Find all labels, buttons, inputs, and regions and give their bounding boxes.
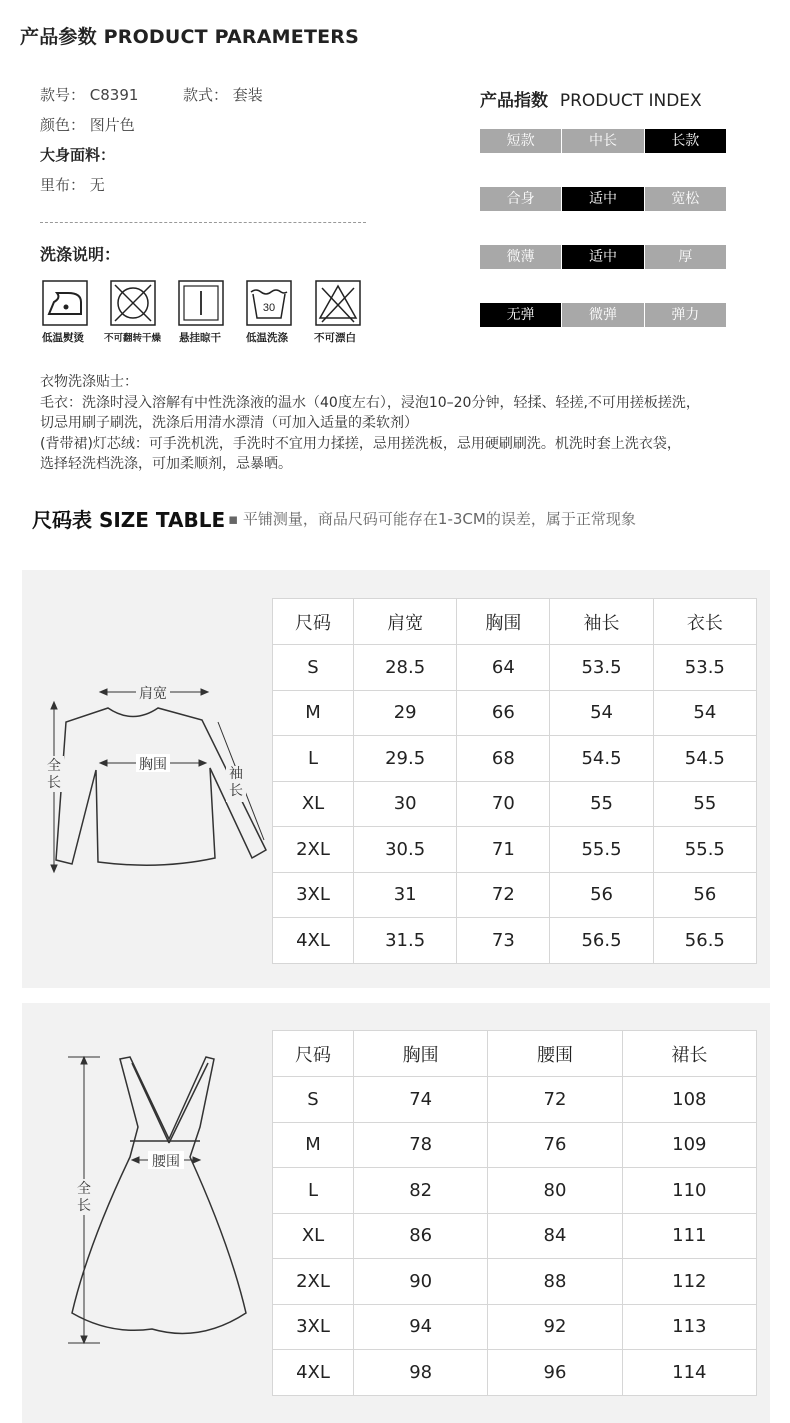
table-cell: M: [273, 1122, 354, 1168]
index-cell-selected: 长款: [645, 129, 726, 153]
table-header-cell: 尺码: [273, 1031, 354, 1077]
table-cell: 108: [622, 1077, 756, 1123]
care-note-line: 选择轻洗档洗涤，可加柔顺剂，忌暴晒。: [40, 456, 292, 472]
table-header-cell: 袖长: [550, 599, 653, 645]
care-label-hang: 悬挂晾干: [179, 332, 221, 344]
care-note-line: (背带裙)灯芯绒：可手洗机洗，手洗时不宜用力揉搓，忌用搓洗板，忌用硬刷刷洗。机洗时套上洗衣袋，: [40, 435, 681, 452]
table-cell: 30: [354, 781, 457, 827]
waist-label: 腰围: [152, 1154, 180, 1170]
table-header-cell: 肩宽: [354, 599, 457, 645]
length-label-top: [47, 758, 61, 791]
table-cell: 66: [457, 690, 550, 736]
table-header-cell: 胸围: [354, 1031, 488, 1077]
index-cell-selected: 适中: [562, 245, 644, 269]
no-tumble-dry-icon: [110, 280, 156, 326]
param-style: 款式： 套装: [183, 86, 263, 104]
table-header-row: [273, 599, 757, 645]
length-label-char: 长: [47, 775, 61, 791]
no-bleach-icon: [315, 280, 361, 326]
care-label-no-tumble: 不可翻转干燥: [104, 333, 162, 344]
table-cell: 84: [488, 1213, 622, 1259]
table-cell: 56.5: [550, 918, 653, 964]
table-cell: L: [273, 1168, 354, 1214]
table-row: [273, 1213, 757, 1259]
table-header-cell: 胸围: [457, 599, 550, 645]
table-cell: 53.5: [550, 645, 653, 691]
index-title-en: PRODUCT INDEX: [559, 91, 702, 111]
table-cell: 90: [354, 1259, 488, 1305]
care-notes: [40, 372, 790, 475]
sleeve-label: [229, 766, 243, 799]
param-color: 颜色： 图片色: [40, 116, 135, 134]
table-row: [273, 736, 757, 782]
table-cell: 73: [457, 918, 550, 964]
table-cell: 64: [457, 645, 550, 691]
table-row: [273, 918, 757, 964]
table-cell: 54.5: [550, 736, 653, 782]
size-table-note: ▪ 平铺测量，商品尺码可能存在1-3CM的误差，属于正常现象: [228, 510, 636, 528]
table-cell: 111: [622, 1213, 756, 1259]
table-cell: S: [273, 1077, 354, 1123]
table-cell: 70: [457, 781, 550, 827]
index-cell: 厚: [645, 245, 726, 269]
wash-30-icon: [246, 280, 292, 326]
table-header-row: [273, 1031, 757, 1077]
index-cell-selected: 适中: [562, 187, 644, 211]
table-header-cell: 衣长: [653, 599, 756, 645]
table-cell: 4XL: [273, 918, 354, 964]
table-cell: 88: [488, 1259, 622, 1305]
table-cell: 72: [457, 872, 550, 918]
table-row: [273, 1077, 757, 1123]
index-cell: 弹力: [645, 303, 726, 327]
sleeve-label-char: 长: [229, 783, 243, 799]
table-cell: 92: [488, 1304, 622, 1350]
table-cell: 54: [653, 690, 756, 736]
index-cell: 合身: [480, 187, 562, 211]
table-cell: 30.5: [354, 827, 457, 873]
sleeve-label-char: 袖: [229, 766, 243, 782]
top-size-table: [272, 598, 757, 964]
page-title: 产品参数 PRODUCT PARAMETERS: [20, 26, 360, 48]
index-row-thickness: [480, 245, 726, 269]
length-label-char: 全: [47, 758, 61, 774]
index-cell: 微薄: [480, 245, 562, 269]
index-cell: 宽松: [645, 187, 726, 211]
chest-label: 胸围: [139, 757, 167, 773]
table-row: [273, 1168, 757, 1214]
care-note-line: 衣物洗涤贴士：: [40, 374, 138, 390]
index-row-fit: [480, 187, 726, 211]
table-cell: 86: [354, 1213, 488, 1259]
care-label-no-bleach: 不可漂白: [314, 332, 356, 344]
wash-title: 洗涤说明：: [40, 245, 121, 264]
param-lining: 里布： 无: [40, 176, 105, 194]
table-header-cell: 裙长: [622, 1031, 756, 1077]
table-row: [273, 690, 757, 736]
top-diagram-icon: [30, 670, 270, 890]
hang-dry-icon: [178, 280, 224, 326]
table-row: [273, 1122, 757, 1168]
table-cell: 55: [550, 781, 653, 827]
table-cell: 113: [622, 1304, 756, 1350]
dress-size-table: [272, 1030, 757, 1396]
table-row: [273, 827, 757, 873]
table-cell: 98: [354, 1350, 488, 1396]
table-cell: 31.5: [354, 918, 457, 964]
table-cell: 76: [488, 1122, 622, 1168]
param-style-no: 款号： C8391: [40, 86, 139, 104]
length-label-dress: [77, 1181, 91, 1214]
table-cell: 55.5: [653, 827, 756, 873]
table-cell: M: [273, 690, 354, 736]
wash-temp-label: 30: [262, 302, 276, 314]
low-temp-iron-icon: [42, 280, 88, 326]
divider: [40, 222, 366, 223]
length-label-char: 全: [77, 1181, 91, 1197]
table-cell: 3XL: [273, 872, 354, 918]
index-cell: 短款: [480, 129, 562, 153]
size-table-title: 尺码表 SIZE TABLE: [32, 508, 226, 532]
index-title-cn: 产品指数: [480, 91, 548, 111]
table-row: [273, 1304, 757, 1350]
shoulder-label: 肩宽: [139, 686, 167, 702]
table-cell: 2XL: [273, 1259, 354, 1305]
table-cell: 2XL: [273, 827, 354, 873]
length-label-char: 长: [77, 1198, 91, 1214]
table-cell: 55.5: [550, 827, 653, 873]
table-cell: 82: [354, 1168, 488, 1214]
table-cell: 55: [653, 781, 756, 827]
table-cell: XL: [273, 1213, 354, 1259]
table-header-cell: 尺码: [273, 599, 354, 645]
index-cell-selected: 无弹: [480, 303, 562, 327]
table-cell: 112: [622, 1259, 756, 1305]
table-cell: S: [273, 645, 354, 691]
table-cell: 72: [488, 1077, 622, 1123]
index-cell: 中长: [562, 129, 644, 153]
table-row: [273, 1259, 757, 1305]
table-cell: L: [273, 736, 354, 782]
table-header-cell: 腰围: [488, 1031, 622, 1077]
table-cell: 78: [354, 1122, 488, 1168]
table-cell: 4XL: [273, 1350, 354, 1396]
table-cell: 71: [457, 827, 550, 873]
index-title: [480, 86, 702, 111]
table-cell: 54: [550, 690, 653, 736]
table-cell: 110: [622, 1168, 756, 1214]
care-label-iron: 低温熨烫: [42, 332, 84, 344]
table-cell: XL: [273, 781, 354, 827]
table-cell: 29.5: [354, 736, 457, 782]
param-fabric: 大身面料：: [40, 146, 116, 164]
table-cell: 56.5: [653, 918, 756, 964]
care-note-line: 切忌用刷子刷洗，洗涤后用清水漂清（可加入适量的柔软剂）: [40, 415, 418, 431]
table-cell: 74: [354, 1077, 488, 1123]
table-cell: 54.5: [653, 736, 756, 782]
table-cell: 94: [354, 1304, 488, 1350]
table-cell: 96: [488, 1350, 622, 1396]
index-row-length: [480, 129, 726, 153]
care-label-wash: 低温洗涤: [246, 332, 288, 344]
table-row: [273, 872, 757, 918]
dress-diagram-icon: [60, 1045, 260, 1355]
table-row: [273, 781, 757, 827]
table-cell: 3XL: [273, 1304, 354, 1350]
table-cell: 56: [550, 872, 653, 918]
table-cell: 68: [457, 736, 550, 782]
table-cell: 31: [354, 872, 457, 918]
table-cell: 29: [354, 690, 457, 736]
table-row: [273, 645, 757, 691]
table-cell: 28.5: [354, 645, 457, 691]
index-cell: 微弹: [562, 303, 644, 327]
table-cell: 56: [653, 872, 756, 918]
table-cell: 80: [488, 1168, 622, 1214]
table-cell: 114: [622, 1350, 756, 1396]
care-note-line: 毛衣：洗涤时浸入溶解有中性洗涤液的温水（40度左右），浸泡10–20分钟，轻揉、轻搓,不可用搓板搓洗，: [40, 394, 700, 411]
table-cell: 109: [622, 1122, 756, 1168]
table-cell: 53.5: [653, 645, 756, 691]
index-row-elasticity: [480, 303, 726, 327]
table-row: [273, 1350, 757, 1396]
